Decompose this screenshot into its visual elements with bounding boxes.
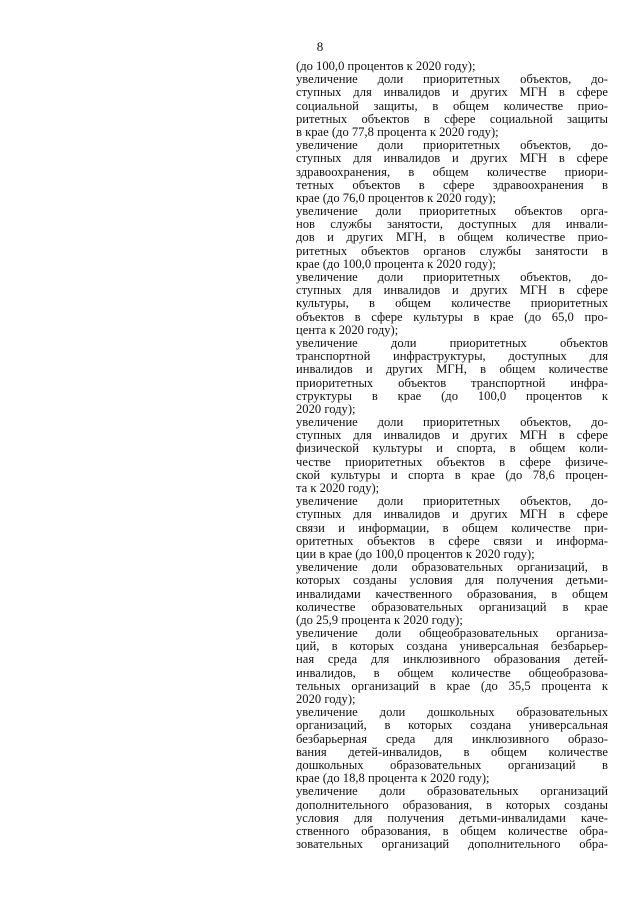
text-line: транспортной инфраструктуры, доступных для — [296, 350, 608, 364]
text-line: количестве образовательных организаций в крае — [296, 600, 608, 614]
text-line: объектов в сфере культуры в крае (до 65,0 про- — [296, 310, 608, 324]
text-line: увеличение доли образовательных организаций — [296, 785, 608, 799]
text-line: увеличение доли приоритетных объектов, до- — [296, 495, 608, 509]
text-line: связи и информации, в общем количестве при- — [296, 521, 608, 535]
text-line: физической культуры и спорта, в общем коли- — [296, 442, 608, 456]
text-line: ная среда для инклюзивного образования детей- — [296, 653, 608, 667]
text-line: увеличение доли приоритетных объектов орга- — [296, 205, 608, 219]
text-line: увеличение доли общеобразовательных организа- — [296, 627, 608, 641]
text-line: ступных для инвалидов и других МГН в сфере — [296, 152, 608, 166]
document-body — [296, 60, 608, 851]
text-line: ступных для инвалидов и других МГН в сфере — [296, 508, 608, 522]
text-line: дошкольных образовательных организаций в — [296, 758, 608, 772]
text-line: оритетных объектов в сфере связи и информа- — [296, 534, 608, 548]
text-line: дополнительного образования, в которых созданы — [296, 798, 608, 812]
text-line: ступных для инвалидов и других МГН в сфере — [296, 284, 608, 298]
text-line: ственного образования, в общем количестве обра- — [296, 824, 608, 838]
text-line: 2020 году); — [296, 402, 356, 416]
text-line: увеличение доли приоритетных объектов, до- — [296, 416, 608, 430]
text-line: инвалидами качественного образования, в общем — [296, 587, 608, 601]
text-line: увеличение доли приоритетных объектов — [296, 336, 608, 350]
text-line: зовательных организаций дополнительного обра- — [296, 838, 608, 852]
text-line: ритетных объектов в сфере социальной защиты — [296, 112, 608, 126]
text-line: увеличение доли приоритетных объектов, до- — [296, 271, 608, 284]
text-line: инвалидов и других МГН, в общем количестве — [296, 363, 608, 377]
text-line: организаций, в которых создана универсальная — [296, 719, 608, 733]
text-line: увеличение доли приоритетных объектов, до- — [296, 139, 608, 153]
text-line: 2020 году); — [296, 693, 356, 706]
text-line: вания детей-инвалидов, в общем количестве — [296, 745, 608, 759]
text-line: приоритетных объектов транспортной инфра- — [296, 376, 608, 390]
text-line: условия для получения детьми-инвалидами каче- — [296, 811, 608, 825]
text-line: (до 100,0 процентов к 2020 году); — [296, 60, 476, 73]
text-line: цента к 2020 году); — [296, 323, 399, 337]
text-line: крае (до 100,0 процента к 2020 году); — [296, 257, 496, 271]
text-line: ции в крае (до 100,0 процентов к 2020 году); — [296, 547, 535, 561]
text-line: социальной защиты, в общем количестве прио- — [296, 99, 608, 113]
text-line: увеличение доли дошкольных образовательных — [296, 706, 608, 720]
text-line: тетных объектов в сфере здравоохранения в — [296, 178, 608, 192]
text-line: инвалидов, в общем количестве общеобразова- — [296, 666, 608, 680]
text-line: (до 25,9 процента к 2020 году); — [296, 613, 463, 627]
text-line: культуры, в общем количестве приоритетных — [296, 297, 608, 311]
text-line: ступных для инвалидов и других МГН в сфере — [296, 429, 608, 443]
text-line: тельных организаций в крае (до 35,5 процента к — [296, 679, 608, 693]
text-line: ской культуры и спорта в крае (до 78,6 процен- — [296, 468, 608, 482]
page-number: 8 — [316, 39, 324, 54]
text-line: крае (до 76,0 процентов к 2020 году); — [296, 191, 496, 205]
text-line: дов и других МГН, в общем количестве прио- — [296, 231, 608, 245]
text-line: нов службы занятости, доступных для инвали- — [296, 218, 608, 232]
text-line: ритетных объектов органов службы занятости в — [296, 244, 608, 258]
text-line: структуры в крае (до 100,0 процентов к — [296, 389, 608, 403]
text-line: ступных для инвалидов и других МГН в сфере — [296, 86, 608, 100]
text-line: та к 2020 году); — [296, 482, 380, 495]
text-line: которых созданы условия для получения детьми- — [296, 574, 608, 588]
text-line: безбарьерная среда для инклюзивного образо- — [296, 732, 608, 746]
text-line: увеличение доли приоритетных объектов, до- — [296, 73, 608, 87]
text-line: ций, в которых создана универсальная безбарьер- — [296, 640, 608, 654]
text-line: крае (до 18,8 процента к 2020 году); — [296, 772, 490, 786]
text-line: здравоохранения, в общем количестве приори- — [296, 165, 608, 179]
text-line: в крае (до 77,8 процента к 2020 году); — [296, 125, 499, 139]
text-line: честве приоритетных объектов в сфере физиче- — [296, 455, 608, 469]
text-line: увеличение доли образовательных организаций, в — [296, 561, 608, 575]
